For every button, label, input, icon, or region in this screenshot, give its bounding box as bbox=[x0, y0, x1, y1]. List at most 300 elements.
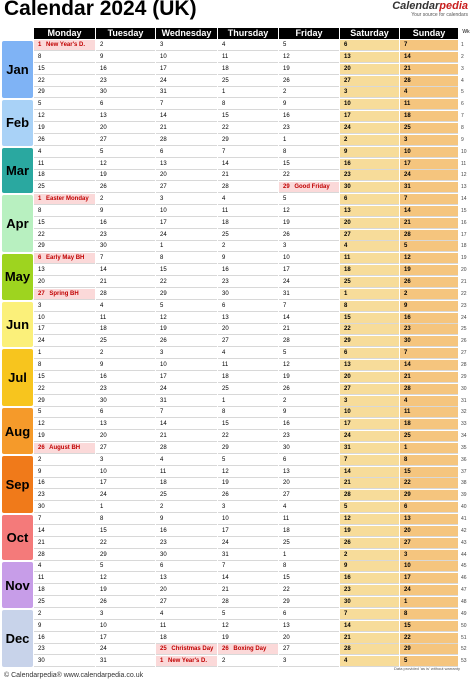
day-cell[interactable] bbox=[340, 87, 399, 98]
day-cell[interactable] bbox=[279, 550, 339, 561]
day-cell[interactable] bbox=[279, 407, 339, 418]
day-cell[interactable] bbox=[156, 99, 217, 110]
day-cell[interactable] bbox=[34, 182, 95, 193]
day-cell[interactable] bbox=[279, 514, 339, 525]
day-cell[interactable] bbox=[218, 170, 278, 181]
day-cell[interactable] bbox=[34, 64, 95, 75]
day-cell[interactable] bbox=[156, 277, 217, 288]
day-cell[interactable] bbox=[279, 585, 339, 596]
day-cell[interactable] bbox=[400, 621, 458, 632]
day-cell[interactable] bbox=[340, 277, 399, 288]
day-cell[interactable] bbox=[156, 170, 217, 181]
day-cell[interactable] bbox=[156, 123, 217, 134]
day-cell[interactable] bbox=[96, 431, 155, 442]
day-cell[interactable] bbox=[34, 218, 95, 229]
day-cell[interactable] bbox=[400, 490, 458, 501]
day-cell[interactable] bbox=[96, 289, 155, 300]
day-cell[interactable] bbox=[340, 478, 399, 489]
day-cell[interactable] bbox=[96, 135, 155, 146]
day-cell[interactable] bbox=[340, 206, 399, 217]
day-cell[interactable] bbox=[34, 372, 95, 383]
day-cell[interactable] bbox=[279, 289, 339, 300]
day-cell[interactable] bbox=[340, 40, 399, 51]
day-cell[interactable] bbox=[340, 348, 399, 359]
day-cell[interactable] bbox=[34, 241, 95, 252]
day-cell[interactable] bbox=[400, 111, 458, 122]
day-cell[interactable] bbox=[400, 336, 458, 347]
day-cell[interactable] bbox=[279, 609, 339, 620]
day-cell[interactable] bbox=[279, 40, 339, 51]
day-cell[interactable] bbox=[279, 443, 339, 454]
day-cell[interactable] bbox=[400, 147, 458, 158]
day-cell[interactable] bbox=[96, 585, 155, 596]
day-cell[interactable] bbox=[96, 656, 155, 667]
day-cell[interactable] bbox=[96, 360, 155, 371]
day-cell[interactable] bbox=[279, 194, 339, 205]
day-cell[interactable] bbox=[340, 502, 399, 513]
day-cell[interactable] bbox=[96, 443, 155, 454]
day-cell[interactable] bbox=[340, 301, 399, 312]
day-cell[interactable] bbox=[279, 111, 339, 122]
day-cell[interactable] bbox=[218, 538, 278, 549]
day-cell[interactable] bbox=[96, 301, 155, 312]
day-cell[interactable] bbox=[34, 194, 95, 205]
day-cell[interactable] bbox=[156, 514, 217, 525]
day-cell[interactable] bbox=[279, 573, 339, 584]
day-cell[interactable] bbox=[400, 170, 458, 181]
day-cell[interactable] bbox=[340, 372, 399, 383]
day-cell[interactable] bbox=[218, 230, 278, 241]
day-cell[interactable] bbox=[400, 514, 458, 525]
day-cell[interactable] bbox=[400, 644, 458, 655]
day-cell[interactable] bbox=[96, 76, 155, 87]
day-cell[interactable] bbox=[34, 396, 95, 407]
day-cell[interactable] bbox=[156, 538, 217, 549]
day-cell[interactable] bbox=[400, 324, 458, 335]
day-cell[interactable] bbox=[279, 419, 339, 430]
day-cell[interactable] bbox=[34, 550, 95, 561]
day-cell[interactable] bbox=[340, 431, 399, 442]
day-cell[interactable] bbox=[400, 289, 458, 300]
day-cell[interactable] bbox=[218, 194, 278, 205]
day-cell[interactable] bbox=[400, 206, 458, 217]
day-cell[interactable] bbox=[34, 633, 95, 644]
day-cell[interactable] bbox=[96, 277, 155, 288]
day-cell[interactable] bbox=[340, 289, 399, 300]
day-cell[interactable] bbox=[279, 87, 339, 98]
day-cell[interactable] bbox=[400, 277, 458, 288]
day-cell[interactable] bbox=[218, 360, 278, 371]
day-cell[interactable] bbox=[156, 621, 217, 632]
day-cell[interactable] bbox=[279, 431, 339, 442]
day-cell[interactable] bbox=[279, 218, 339, 229]
day-cell[interactable] bbox=[279, 597, 339, 608]
day-cell[interactable] bbox=[279, 277, 339, 288]
day-cell[interactable] bbox=[279, 621, 339, 632]
day-cell[interactable] bbox=[34, 99, 95, 110]
day-cell[interactable] bbox=[340, 609, 399, 620]
day-cell[interactable] bbox=[400, 182, 458, 193]
day-cell[interactable] bbox=[218, 609, 278, 620]
day-cell[interactable] bbox=[218, 585, 278, 596]
day-cell[interactable] bbox=[218, 52, 278, 63]
day-cell[interactable] bbox=[156, 526, 217, 537]
day-cell[interactable] bbox=[156, 301, 217, 312]
day-cell[interactable] bbox=[340, 265, 399, 276]
day-cell[interactable] bbox=[218, 550, 278, 561]
day-cell[interactable] bbox=[156, 313, 217, 324]
day-cell[interactable] bbox=[156, 597, 217, 608]
day-cell[interactable] bbox=[96, 467, 155, 478]
day-cell[interactable] bbox=[400, 87, 458, 98]
day-cell[interactable] bbox=[400, 241, 458, 252]
day-cell[interactable] bbox=[34, 585, 95, 596]
day-cell[interactable] bbox=[96, 111, 155, 122]
day-cell[interactable] bbox=[156, 218, 217, 229]
day-cell[interactable] bbox=[34, 573, 95, 584]
day-cell[interactable] bbox=[400, 64, 458, 75]
day-cell[interactable] bbox=[96, 313, 155, 324]
day-cell[interactable] bbox=[96, 526, 155, 537]
day-cell[interactable] bbox=[156, 573, 217, 584]
day-cell[interactable] bbox=[96, 348, 155, 359]
day-cell[interactable] bbox=[34, 431, 95, 442]
day-cell[interactable] bbox=[34, 40, 95, 51]
day-cell[interactable] bbox=[218, 443, 278, 454]
day-cell[interactable] bbox=[218, 573, 278, 584]
day-cell[interactable] bbox=[279, 123, 339, 134]
day-cell[interactable] bbox=[279, 502, 339, 513]
day-cell[interactable] bbox=[96, 514, 155, 525]
day-cell[interactable] bbox=[279, 64, 339, 75]
day-cell[interactable] bbox=[34, 621, 95, 632]
day-cell[interactable] bbox=[400, 502, 458, 513]
day-cell[interactable] bbox=[340, 64, 399, 75]
day-cell[interactable] bbox=[156, 265, 217, 276]
day-cell[interactable] bbox=[34, 253, 95, 264]
day-cell[interactable] bbox=[34, 360, 95, 371]
day-cell[interactable] bbox=[400, 538, 458, 549]
day-cell[interactable] bbox=[340, 218, 399, 229]
day-cell[interactable] bbox=[156, 147, 217, 158]
day-cell[interactable] bbox=[400, 40, 458, 51]
day-cell[interactable] bbox=[400, 550, 458, 561]
day-cell[interactable] bbox=[340, 526, 399, 537]
day-cell[interactable] bbox=[340, 182, 399, 193]
day-cell[interactable] bbox=[279, 159, 339, 170]
day-cell[interactable] bbox=[279, 99, 339, 110]
day-cell[interactable] bbox=[340, 123, 399, 134]
day-cell[interactable] bbox=[96, 159, 155, 170]
day-cell[interactable] bbox=[279, 336, 339, 347]
day-cell[interactable] bbox=[279, 230, 339, 241]
day-cell[interactable] bbox=[218, 419, 278, 430]
day-cell[interactable] bbox=[34, 147, 95, 158]
day-cell[interactable] bbox=[340, 194, 399, 205]
day-cell[interactable] bbox=[218, 40, 278, 51]
day-cell[interactable] bbox=[156, 478, 217, 489]
day-cell[interactable] bbox=[156, 253, 217, 264]
day-cell[interactable] bbox=[279, 633, 339, 644]
day-cell[interactable] bbox=[34, 597, 95, 608]
day-cell[interactable] bbox=[340, 538, 399, 549]
day-cell[interactable] bbox=[279, 360, 339, 371]
day-cell[interactable] bbox=[340, 455, 399, 466]
day-cell[interactable] bbox=[218, 336, 278, 347]
day-cell[interactable] bbox=[156, 467, 217, 478]
day-cell[interactable] bbox=[156, 182, 217, 193]
day-cell[interactable] bbox=[34, 490, 95, 501]
day-cell[interactable] bbox=[34, 170, 95, 181]
day-cell[interactable] bbox=[279, 656, 339, 667]
day-cell[interactable] bbox=[218, 206, 278, 217]
day-cell[interactable] bbox=[218, 265, 278, 276]
day-cell[interactable] bbox=[96, 99, 155, 110]
day-cell[interactable] bbox=[156, 206, 217, 217]
day-cell[interactable] bbox=[96, 633, 155, 644]
day-cell[interactable] bbox=[96, 621, 155, 632]
day-cell[interactable] bbox=[218, 384, 278, 395]
day-cell[interactable] bbox=[218, 111, 278, 122]
day-cell[interactable] bbox=[279, 561, 339, 572]
day-cell[interactable] bbox=[96, 87, 155, 98]
day-cell[interactable] bbox=[218, 182, 278, 193]
day-cell[interactable] bbox=[218, 135, 278, 146]
day-cell[interactable] bbox=[279, 644, 339, 655]
day-cell[interactable] bbox=[96, 170, 155, 181]
day-cell[interactable] bbox=[34, 277, 95, 288]
day-cell[interactable] bbox=[218, 597, 278, 608]
day-cell[interactable] bbox=[218, 301, 278, 312]
day-cell[interactable] bbox=[340, 644, 399, 655]
day-cell[interactable] bbox=[340, 419, 399, 430]
day-cell[interactable] bbox=[400, 348, 458, 359]
day-cell[interactable] bbox=[156, 289, 217, 300]
day-cell[interactable] bbox=[218, 656, 278, 667]
day-cell[interactable] bbox=[96, 265, 155, 276]
day-cell[interactable] bbox=[96, 194, 155, 205]
day-cell[interactable] bbox=[156, 241, 217, 252]
day-cell[interactable] bbox=[96, 372, 155, 383]
day-cell[interactable] bbox=[156, 396, 217, 407]
day-cell[interactable] bbox=[279, 182, 339, 193]
day-cell[interactable] bbox=[34, 324, 95, 335]
day-cell[interactable] bbox=[400, 253, 458, 264]
day-cell[interactable] bbox=[279, 348, 339, 359]
day-cell[interactable] bbox=[34, 76, 95, 87]
day-cell[interactable] bbox=[340, 573, 399, 584]
day-cell[interactable] bbox=[279, 526, 339, 537]
day-cell[interactable] bbox=[96, 336, 155, 347]
day-cell[interactable] bbox=[218, 526, 278, 537]
day-cell[interactable] bbox=[156, 609, 217, 620]
day-cell[interactable] bbox=[400, 99, 458, 110]
day-cell[interactable] bbox=[96, 407, 155, 418]
day-cell[interactable] bbox=[96, 609, 155, 620]
day-cell[interactable] bbox=[340, 324, 399, 335]
day-cell[interactable] bbox=[96, 147, 155, 158]
day-cell[interactable] bbox=[96, 40, 155, 51]
day-cell[interactable] bbox=[400, 609, 458, 620]
day-cell[interactable] bbox=[279, 265, 339, 276]
day-cell[interactable] bbox=[34, 52, 95, 63]
day-cell[interactable] bbox=[400, 159, 458, 170]
day-cell[interactable] bbox=[340, 52, 399, 63]
day-cell[interactable] bbox=[400, 455, 458, 466]
day-cell[interactable] bbox=[340, 135, 399, 146]
day-cell[interactable] bbox=[340, 360, 399, 371]
day-cell[interactable] bbox=[156, 52, 217, 63]
day-cell[interactable] bbox=[34, 455, 95, 466]
day-cell[interactable] bbox=[279, 76, 339, 87]
day-cell[interactable] bbox=[400, 467, 458, 478]
day-cell[interactable] bbox=[218, 372, 278, 383]
day-cell[interactable] bbox=[279, 467, 339, 478]
day-cell[interactable] bbox=[340, 99, 399, 110]
day-cell[interactable] bbox=[34, 159, 95, 170]
day-cell[interactable] bbox=[96, 419, 155, 430]
day-cell[interactable] bbox=[34, 336, 95, 347]
day-cell[interactable] bbox=[34, 289, 95, 300]
day-cell[interactable] bbox=[96, 218, 155, 229]
day-cell[interactable] bbox=[156, 230, 217, 241]
day-cell[interactable] bbox=[34, 111, 95, 122]
day-cell[interactable] bbox=[34, 538, 95, 549]
day-cell[interactable] bbox=[400, 526, 458, 537]
day-cell[interactable] bbox=[34, 609, 95, 620]
day-cell[interactable] bbox=[279, 396, 339, 407]
day-cell[interactable] bbox=[218, 123, 278, 134]
day-cell[interactable] bbox=[96, 324, 155, 335]
day-cell[interactable] bbox=[218, 348, 278, 359]
day-cell[interactable] bbox=[340, 384, 399, 395]
day-cell[interactable] bbox=[400, 313, 458, 324]
day-cell[interactable] bbox=[218, 502, 278, 513]
day-cell[interactable] bbox=[156, 585, 217, 596]
day-cell[interactable] bbox=[218, 324, 278, 335]
day-cell[interactable] bbox=[279, 253, 339, 264]
day-cell[interactable] bbox=[340, 621, 399, 632]
day-cell[interactable] bbox=[279, 478, 339, 489]
day-cell[interactable] bbox=[156, 40, 217, 51]
day-cell[interactable] bbox=[156, 87, 217, 98]
day-cell[interactable] bbox=[218, 644, 278, 655]
day-cell[interactable] bbox=[156, 135, 217, 146]
day-cell[interactable] bbox=[340, 253, 399, 264]
day-cell[interactable] bbox=[400, 407, 458, 418]
day-cell[interactable] bbox=[34, 656, 95, 667]
day-cell[interactable] bbox=[279, 490, 339, 501]
day-cell[interactable] bbox=[96, 455, 155, 466]
day-cell[interactable] bbox=[96, 253, 155, 264]
day-cell[interactable] bbox=[218, 99, 278, 110]
day-cell[interactable] bbox=[279, 147, 339, 158]
day-cell[interactable] bbox=[400, 230, 458, 241]
day-cell[interactable] bbox=[400, 384, 458, 395]
day-cell[interactable] bbox=[96, 502, 155, 513]
day-cell[interactable] bbox=[96, 561, 155, 572]
day-cell[interactable] bbox=[156, 159, 217, 170]
day-cell[interactable] bbox=[340, 443, 399, 454]
day-cell[interactable] bbox=[400, 573, 458, 584]
day-cell[interactable] bbox=[340, 597, 399, 608]
day-cell[interactable] bbox=[279, 372, 339, 383]
day-cell[interactable] bbox=[400, 396, 458, 407]
day-cell[interactable] bbox=[34, 265, 95, 276]
day-cell[interactable] bbox=[156, 644, 217, 655]
day-cell[interactable] bbox=[400, 419, 458, 430]
day-cell[interactable] bbox=[218, 514, 278, 525]
day-cell[interactable] bbox=[400, 218, 458, 229]
day-cell[interactable] bbox=[340, 159, 399, 170]
day-cell[interactable] bbox=[218, 407, 278, 418]
day-cell[interactable] bbox=[218, 87, 278, 98]
day-cell[interactable] bbox=[34, 644, 95, 655]
day-cell[interactable] bbox=[156, 336, 217, 347]
day-cell[interactable] bbox=[96, 490, 155, 501]
day-cell[interactable] bbox=[400, 265, 458, 276]
day-cell[interactable] bbox=[34, 206, 95, 217]
day-cell[interactable] bbox=[218, 467, 278, 478]
day-cell[interactable] bbox=[400, 633, 458, 644]
day-cell[interactable] bbox=[34, 478, 95, 489]
day-cell[interactable] bbox=[340, 514, 399, 525]
day-cell[interactable] bbox=[34, 443, 95, 454]
day-cell[interactable] bbox=[400, 76, 458, 87]
day-cell[interactable] bbox=[340, 76, 399, 87]
day-cell[interactable] bbox=[96, 123, 155, 134]
day-cell[interactable] bbox=[340, 585, 399, 596]
day-cell[interactable] bbox=[156, 419, 217, 430]
day-cell[interactable] bbox=[156, 431, 217, 442]
day-cell[interactable] bbox=[96, 478, 155, 489]
day-cell[interactable] bbox=[279, 52, 339, 63]
day-cell[interactable] bbox=[218, 289, 278, 300]
day-cell[interactable] bbox=[156, 360, 217, 371]
day-cell[interactable] bbox=[340, 633, 399, 644]
day-cell[interactable] bbox=[218, 147, 278, 158]
day-cell[interactable] bbox=[156, 633, 217, 644]
day-cell[interactable] bbox=[279, 324, 339, 335]
day-cell[interactable] bbox=[218, 561, 278, 572]
day-cell[interactable] bbox=[340, 170, 399, 181]
day-cell[interactable] bbox=[96, 241, 155, 252]
day-cell[interactable] bbox=[400, 561, 458, 572]
day-cell[interactable] bbox=[34, 526, 95, 537]
day-cell[interactable] bbox=[279, 538, 339, 549]
day-cell[interactable] bbox=[34, 123, 95, 134]
day-cell[interactable] bbox=[340, 241, 399, 252]
day-cell[interactable] bbox=[156, 384, 217, 395]
day-cell[interactable] bbox=[340, 230, 399, 241]
day-cell[interactable] bbox=[340, 550, 399, 561]
day-cell[interactable] bbox=[340, 336, 399, 347]
day-cell[interactable] bbox=[96, 182, 155, 193]
day-cell[interactable] bbox=[340, 407, 399, 418]
day-cell[interactable] bbox=[340, 396, 399, 407]
day-cell[interactable] bbox=[279, 455, 339, 466]
day-cell[interactable] bbox=[34, 135, 95, 146]
day-cell[interactable] bbox=[156, 372, 217, 383]
day-cell[interactable] bbox=[400, 597, 458, 608]
day-cell[interactable] bbox=[340, 467, 399, 478]
day-cell[interactable] bbox=[279, 384, 339, 395]
day-cell[interactable] bbox=[218, 455, 278, 466]
day-cell[interactable] bbox=[156, 550, 217, 561]
day-cell[interactable] bbox=[96, 396, 155, 407]
day-cell[interactable] bbox=[279, 301, 339, 312]
day-cell[interactable] bbox=[34, 561, 95, 572]
